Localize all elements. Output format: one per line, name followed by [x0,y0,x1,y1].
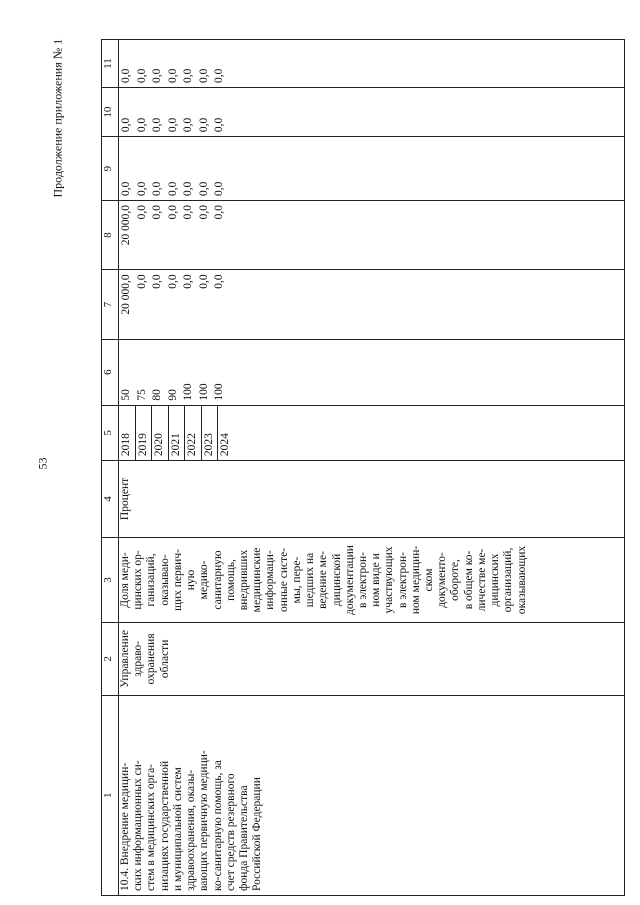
value-item: 20 000,0 [120,274,132,315]
value-item: 0,0 [120,68,132,84]
value-item: 2023 [202,406,219,460]
value-item: 2021 [169,406,186,460]
header-cell: 7 [102,270,119,339]
value-item: 2019 [136,406,153,460]
value-item: 2018 [119,406,136,460]
value-item: 0,0 [151,117,163,133]
value-item: 0,0 [120,117,132,133]
value-item: 0,0 [213,68,225,84]
targets-list [119,344,228,401]
header-cell: 10 [102,88,119,137]
value-item: 0,0 [166,181,179,197]
col7-list [119,274,228,334]
col10-list [119,92,228,132]
value-item: 0,0 [197,181,210,197]
table-row [119,40,625,896]
header-cell: 11 [102,40,119,88]
value-item: 0,0 [197,117,210,133]
value-item: 0,0 [151,181,163,197]
value-item: 0,0 [197,205,210,220]
value-item: 0,0 [166,205,179,220]
value-item: 0,0 [182,117,194,133]
rotated-table-sheet [101,39,625,896]
col8-list [119,205,228,265]
value-item: 100 [213,383,225,401]
col9-cell [119,137,625,201]
value-item: 0,0 [197,68,210,84]
header-cell: 9 [102,137,119,201]
value-item: 80 [151,389,163,401]
value-item: 2022 [185,406,202,460]
value-item: 0,0 [135,117,148,133]
header-cell: 4 [102,461,119,538]
value-item: 100 [182,383,194,401]
col7-cell [119,270,625,339]
col9-list [119,141,228,196]
value-item: 75 [135,389,148,401]
value-item: 100 [197,383,210,401]
header-cell: 8 [102,201,119,270]
header-cell: 2 [102,623,119,695]
measure-name-cell: 10.4. Внедрение медицин- ских информационных си- стем в медицинских орга- низациях государственной и муниципальной систем здравоохранения, оказы- вающих первичную медици- ко-санитарную помощь, за счет средств резервного фонда Правительства Российской Федерации [119,695,625,895]
value-item: 0,0 [197,274,210,289]
col8-cell [119,201,625,270]
header-cell: 5 [102,405,119,460]
value-item: 0,0 [166,274,179,289]
unit-cell: Процент [119,461,625,538]
value-item: 0,0 [151,68,163,84]
value-item: 0,0 [135,274,148,289]
value-item: 0,0 [213,181,225,197]
value-item: 0,0 [166,117,179,133]
value-item: 0,0 [182,181,194,197]
value-item: 0,0 [213,117,225,133]
header-cell: 3 [102,537,119,622]
value-item: 2020 [152,406,169,460]
years-cell [119,405,625,460]
value-item: 0,0 [166,68,179,84]
continuation-note: Продолжение приложения № 1 [50,38,65,198]
col11-cell [119,40,625,88]
col11-list [119,44,228,83]
value-item: 0,0 [151,274,163,289]
targets-cell [119,339,625,405]
header-row [102,40,119,896]
value-item: 0,0 [151,205,163,220]
value-item: 0,0 [135,205,148,220]
value-item: 0,0 [182,205,194,220]
budget-table [101,39,625,896]
indicator-cell: Доля меди- цинских ор- ганизаций, оказываю- щих первич- ную медико- санитарную помощь, внедривших медицинские информаци- онные систе- мы, пере- шедших на ведение ме- дицинской документации в электрон- ном виде и участвующих в электрон- ном медицин- ском документо- обороте, в общем ко- личестве ме- дицинских организаций, оказывающих [119,537,625,622]
value-item: 0,0 [213,205,225,220]
header-cell: 1 [102,695,119,895]
col10-cell [119,88,625,137]
value-item: 0,0 [135,181,148,197]
page-number: 53 [35,457,50,470]
value-item: 0,0 [120,181,132,197]
value-item: 0,0 [182,274,194,289]
header-cell: 6 [102,339,119,405]
value-item: 0,0 [182,68,194,84]
value-item: 50 [120,389,132,401]
value-item: 20 000,0 [120,205,132,246]
value-item: 0,0 [135,68,148,84]
years-list [119,410,234,456]
value-item: 2024 [219,433,231,457]
value-item: 0,0 [213,274,225,289]
value-item: 90 [166,389,179,401]
executor-cell: Управление здраво- охранения области [119,623,625,695]
